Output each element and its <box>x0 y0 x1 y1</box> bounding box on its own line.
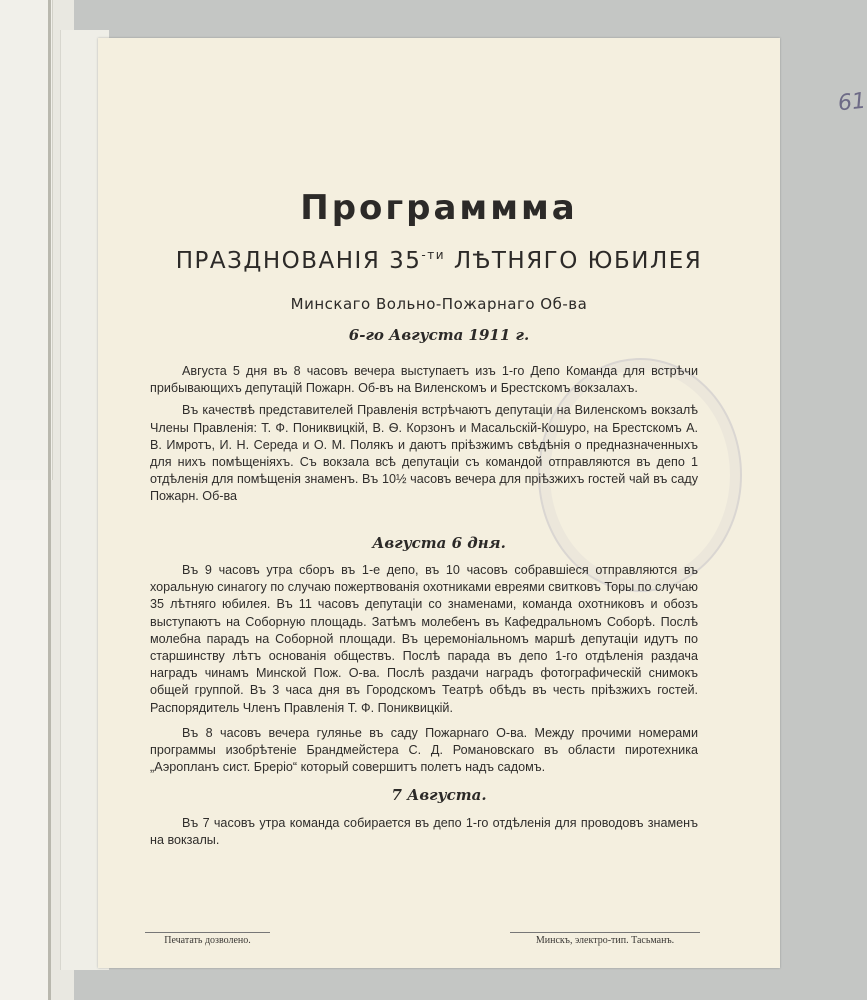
paragraph: Въ качествѣ представителей Правленія встрѣчаютъ депутаціи на Виленскомъ вокзалѣ Члены Правленія: Т. Ф. Пониквицкій, В. Ѳ. Корзонъ и Масальскій-Кошуро, на Брестскомъ А. В. Имротъ, И. Н. Середа и О. М. Полякъ и даютъ пріѣзжимъ свѣдѣнія о предназначенныхъ для нихъ помѣщеніяхъ. Съ вокзала всѣ депутаціи съ командой отправляются въ депо 1 отдѣленія для помѣщенія знаменъ. Въ 10½ часовъ вечера для пріѣзжихъ гостей чай въ саду Пожарн. Об-ва <box>150 403 698 504</box>
section-heading-august-6: Августа 6 дня. <box>372 534 506 552</box>
page-number: 61 <box>836 88 867 117</box>
section-1 <box>150 363 698 506</box>
footer-printer: Минскъ, электро-тип. Тасьманъ. <box>510 932 700 946</box>
paragraph: Августа 5 дня въ 8 часовъ вечера выступаетъ изъ 1-го Депо Команда для встрѣчи прибывающихъ депутацій Пожарн. Об-въ на Виленскомъ и Брестскомъ вокзалахъ. <box>150 364 698 396</box>
paragraph: Въ 8 часовъ вечера гулянье въ саду Пожарнаго О-ва. Между прочими номерами программы изобрѣтеніе Брандмейстера С. Д. Романовскаго въ области пиротехника „Аэропланъ сист. Бреріо“ который совершитъ полетъ надъ садомъ. <box>150 725 698 775</box>
subtitle-superscript: -ти <box>421 248 446 262</box>
section-3 <box>150 815 698 849</box>
section-heading-august-7: 7 Августа. <box>391 786 487 804</box>
background-sheet-lower <box>0 480 49 1000</box>
section-2 <box>150 562 698 776</box>
society-name: Минскаго Вольно-Пожарнаго Об-ва <box>290 295 588 313</box>
binding-edge <box>48 0 51 1000</box>
date-heading: 6-го Августа 1911 г. <box>348 326 530 344</box>
background-sheet-upper <box>0 0 53 480</box>
paragraph: Въ 7 часовъ утра команда собирается въ депо 1-го отдѣленія для проводовъ знаменъ на вокзалы. <box>150 816 698 848</box>
document-title: Программма <box>300 188 578 228</box>
subtitle-main: ПРАЗДНОВАНІЯ 35 <box>175 248 422 274</box>
subtitle-rest: ЛѢТНЯГО ЮБИЛЕЯ <box>445 248 703 274</box>
document-subtitle <box>98 248 780 274</box>
footer-censor-note: Печатать дозволено. <box>145 932 270 946</box>
document-page <box>98 38 867 968</box>
paragraph: Въ 9 часовъ утра сборъ въ 1-е депо, въ 10 часовъ собравшіеся отправляются въ хоральную синагогу по случаю пожертвованія охотниками евреями свитковъ Торы по случаю 35 лѣтняго юбилея. Въ 11 часовъ депутаціи со знаменами, команда охотниковъ и обозъ выступаютъ на Соборную площадь. Затѣмъ молебенъ въ Кафедральномъ Соборѣ. Послѣ молебна парадъ на Соборной площади. Въ церемоніальномъ маршѣ депутаціи идутъ по старшинству лѣтъ основанія обществъ. Послѣ парада въ депо 1-го отдѣленія раздача наградъ чинамъ Минской Пож. О-ва. Послѣ раздачи наградъ фотографическій снимокъ общей группой. Въ 3 часа дня въ Городскомъ Театрѣ обѣдъ въ честь пріѣзжихъ гостей. Распорядитель Членъ Правленія Т. Ф. Пониквицкій. <box>150 563 698 715</box>
